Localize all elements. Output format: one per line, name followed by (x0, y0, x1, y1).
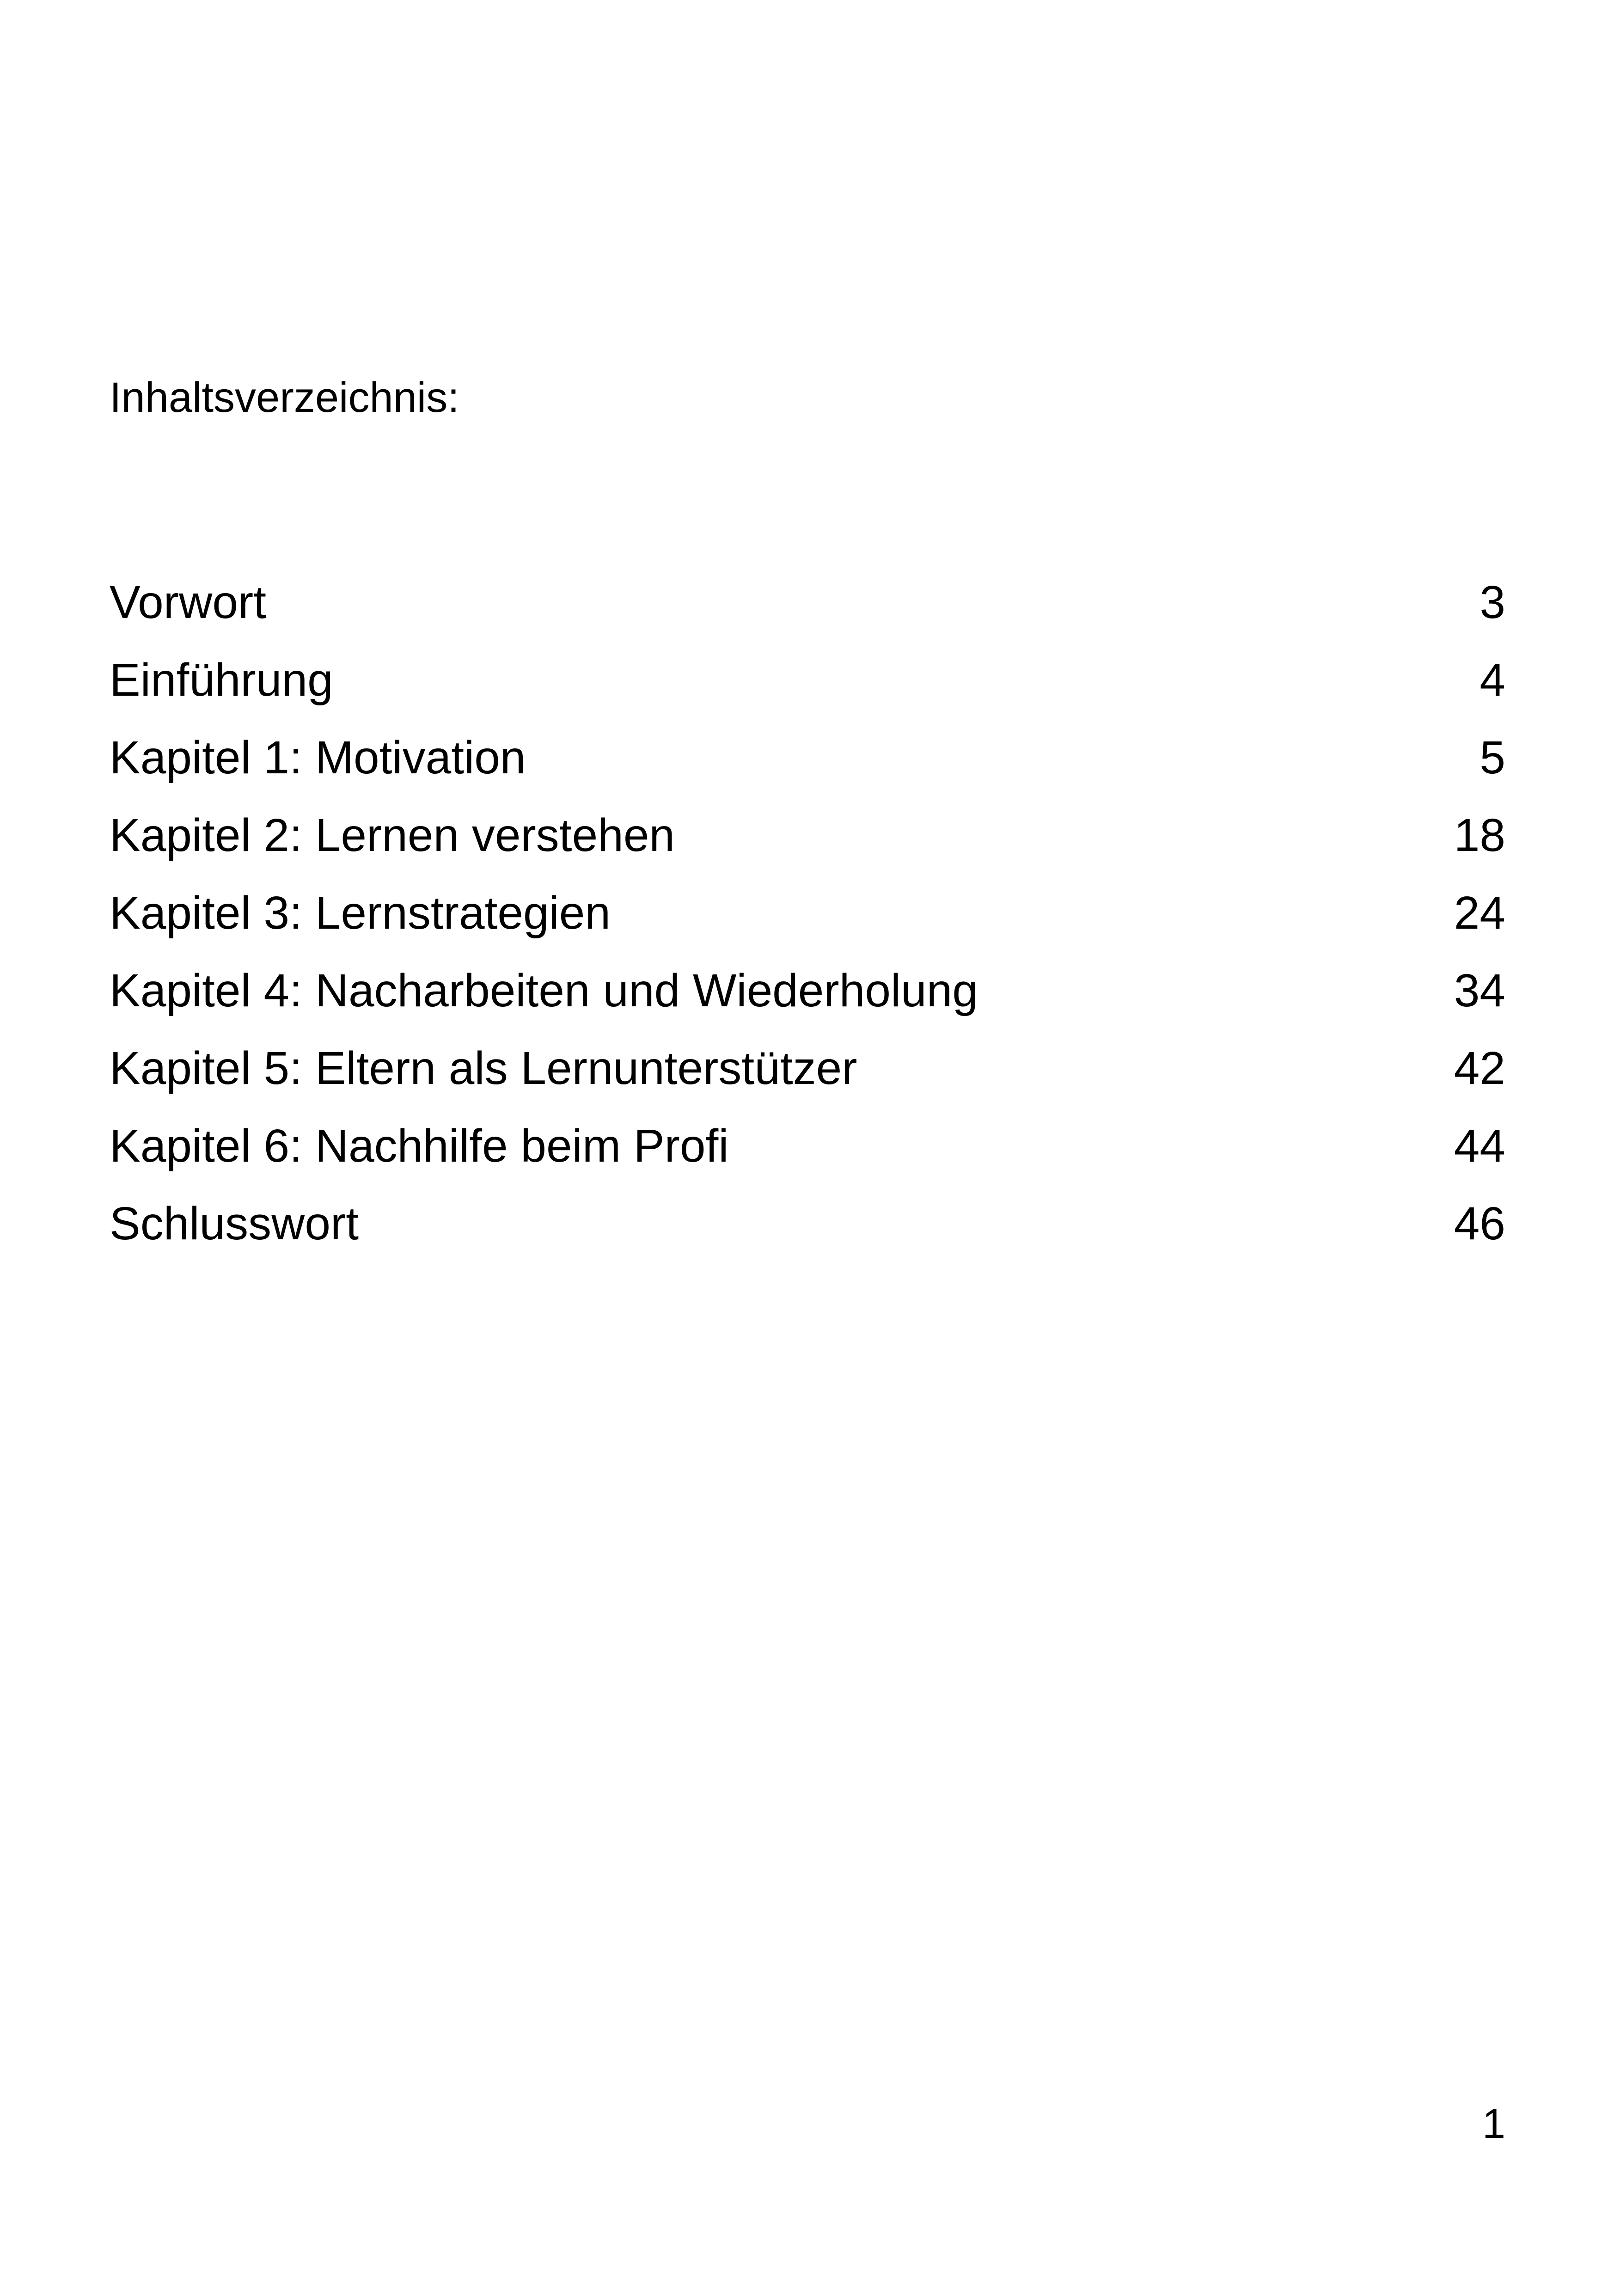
toc-entry-title: Einführung (110, 654, 333, 706)
toc-heading: Inhaltsverzeichnis: (110, 374, 459, 421)
toc-entry-page: 24 (1454, 887, 1505, 939)
toc-entry-title: Kapitel 2: Lernen verstehen (110, 809, 675, 861)
toc-entry-title: Kapitel 5: Eltern als Lernunterstützer (110, 1042, 857, 1094)
toc-entry-title: Schlusswort (110, 1198, 359, 1249)
toc-entry-einfuehrung (110, 645, 1505, 723)
toc-entry-page: 46 (1454, 1198, 1505, 1249)
page-number: 1 (1482, 2101, 1505, 2147)
toc-entry-kapitel-1 (110, 723, 1505, 801)
toc-entry-page: 4 (1480, 654, 1505, 706)
toc-entry-title: Kapitel 6: Nachhilfe beim Profi (110, 1120, 729, 1172)
toc-entry-title: Vorwort (110, 576, 267, 628)
toc-entry-kapitel-3 (110, 878, 1505, 956)
toc-entry-kapitel-6 (110, 1111, 1505, 1189)
toc-entry-kapitel-4 (110, 956, 1505, 1034)
toc-entry-vorwort (110, 568, 1505, 645)
toc-entry-kapitel-2 (110, 801, 1505, 878)
toc-entry-page: 44 (1454, 1120, 1505, 1172)
toc-entry-page: 3 (1480, 576, 1505, 628)
toc-entry-page: 42 (1454, 1042, 1505, 1094)
toc-entry-title: Kapitel 4: Nacharbeiten und Wiederholung (110, 965, 978, 1016)
toc-entry-page: 34 (1454, 965, 1505, 1016)
toc-entry-title: Kapitel 3: Lernstrategien (110, 887, 611, 939)
toc-entry-schlusswort (110, 1189, 1505, 1267)
toc-entry-page: 5 (1480, 732, 1505, 784)
toc-entry-page: 18 (1454, 809, 1505, 861)
toc-entry-kapitel-5 (110, 1034, 1505, 1111)
toc-entry-title: Kapitel 1: Motivation (110, 732, 526, 784)
toc-list (110, 568, 1505, 1267)
